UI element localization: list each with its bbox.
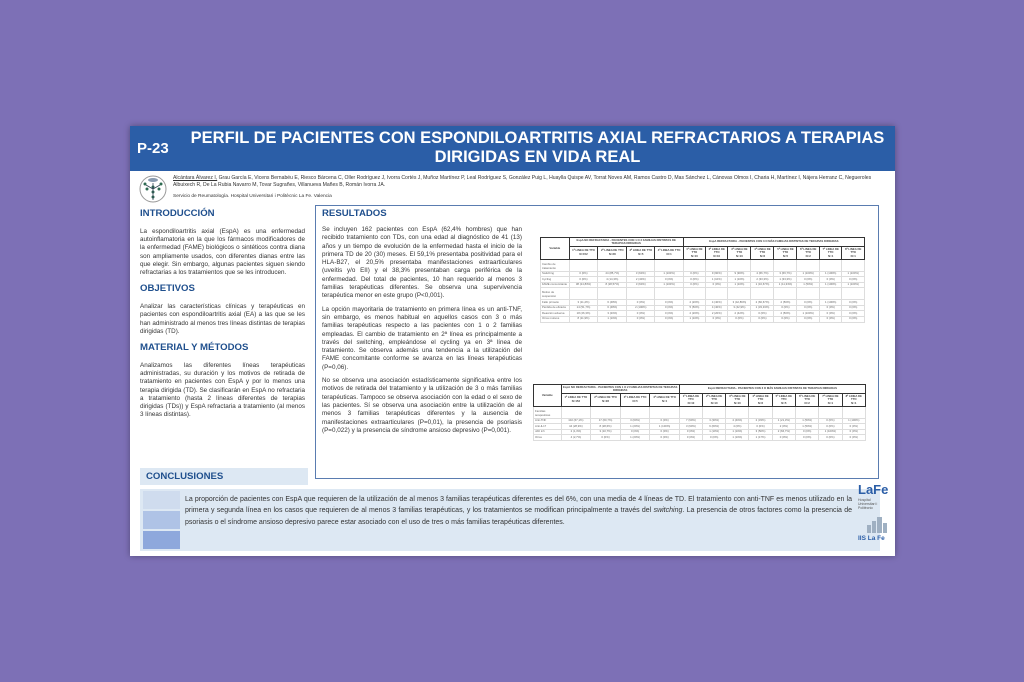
table-cell: 1 (100%) [819, 300, 842, 306]
table-cell: 1 (17%) [749, 435, 772, 441]
table-cell: 0 (0%) [706, 282, 728, 288]
table-cell [598, 259, 627, 271]
table-cell: 0 (0%) [655, 316, 683, 322]
col-header: 4ª LINEA DE TTO N=6 [751, 247, 774, 260]
table-cell: 0 (0%) [819, 305, 842, 311]
poster [130, 126, 895, 556]
table-cell: 24 (85,7%) [598, 271, 627, 277]
building-icon [866, 516, 888, 533]
intro-text: La espondiloartritis axial (EspA) es una enfermedad autoinflamatoria en la que los fármacos modificadores de la enfermedad (FAME) biológicos o sintéticos contra diana son ampliamente usados, con diferentes dianas entre las que elegir. Sin embargo, algunas pacientes siguen siendo refractarias a los tratamientos que se les introducen. [140, 228, 305, 277]
col-header: 3ª LINEA DE TTO N=5 [627, 247, 655, 260]
table-row [534, 435, 866, 441]
table-cell: 2 (20%) [706, 311, 728, 317]
table-cell: 4 (40%) [726, 418, 749, 424]
table-cell: 0 (0%) [842, 429, 865, 435]
col-header: 4ª LINEA DE TTO N=1 [650, 394, 680, 407]
table-cell: 0 (0%) [569, 277, 598, 283]
table-cell: 17 (60,7%) [591, 418, 621, 424]
row-label: Cycling [541, 277, 570, 283]
table-cell: 2 (100%) [627, 305, 655, 311]
table-cell [728, 259, 751, 271]
table-cell: 0 (0%) [650, 429, 680, 435]
lafe-logo-subtitle: Hospital Universitari i Politècnic [858, 498, 878, 511]
row-label: JAK inh [534, 429, 562, 435]
table-cell: 0 (0%) [749, 424, 772, 430]
table-cell: 0 (0%) [842, 316, 865, 322]
table-cell: 3 (60%) [627, 271, 655, 277]
table-cell: 0 (0%) [842, 305, 865, 311]
table-cell: 3 (20%) [598, 311, 627, 317]
col-header: 2ª LINEA DE TTO N=28 [598, 247, 627, 260]
table-cell: 0 (0%) [627, 316, 655, 322]
poster-title: PERFIL DE PACIENTES CON ESPONDILOARTRITIS AXIAL REFRACTARIOS A TERAPIAS DIRIGIDAS EN VIDA REAL [190, 129, 885, 166]
table-cell: 4 (66,7%) [751, 271, 774, 277]
table-cell: 44 (28,9%) [561, 424, 591, 430]
table-cell: 0 (0%) [797, 305, 820, 311]
group-header-non-refractory: EspA NO REFRACTARIA - PACIENTES CON 1 O 2 FAMILIAS DISTINTAS DE TERAPIAS DIRIGIDAS [569, 238, 683, 247]
table-cell [774, 288, 797, 300]
table-cell: 0 (0%) [679, 435, 702, 441]
table-cell: 1 (10%) [728, 277, 751, 283]
table-cell: 0 (0%) [751, 311, 774, 317]
table-cell: 2 (40%) [627, 277, 655, 283]
table-cell [796, 406, 819, 418]
row-label: Pérdida de eficacia [541, 305, 570, 311]
table-cell [561, 406, 591, 418]
table-cell: 0 (0%) [797, 316, 820, 322]
table-cell [726, 406, 749, 418]
first-author: Alcántara Álvarez I, [173, 175, 218, 181]
table-cell: 3 (90%) [679, 424, 702, 430]
table-cell: 3 (30%) [703, 418, 726, 424]
methods-text: Analizamos las diferentes líneas terapéuticas administradas, su duración y los motivos de retirada de tratamiento en pacientes con EspA y por lo menos una terapia dirigida (TD). Se clasificarán en EspA no refractaria a tratamiento (hasta 2 líneas diferentes de terapias dirigidas (TDs)) y EspA refractaria a tratamiento (al menos 3 líneas distintas). [140, 362, 305, 419]
table-cell: 3 (42,9%) [728, 305, 751, 311]
table-cell: 1 (11,33%) [774, 282, 797, 288]
row-label: Familias terapéuticas [534, 406, 562, 418]
table-cell: 0 (0%) [591, 435, 621, 441]
table-cell: 0 (0%) [842, 300, 865, 306]
row-label: Cambio de tratamiento [541, 259, 570, 271]
author-list: Grau García E, Vicens Bernabéu E, Riesco Bárcena C, Oller Rodríguez J, Ivorra Cortés J, Muñoz Martínez P, Leal Rodríguez S, González Puig L, Huaylla Quispe AV, Torrat Noves AM, Ramos Castro D, Mas Sánchez L, Cánovas Olmos I, Charia H, Martínez I, Nájera Herranz C, Negueroles Albuixech R, De La Rubia Navarro M, Tovar Sugrañes, Villanueva Mañes B, Román Ivorra JA. [173, 175, 872, 188]
col-header: 7ª LINEA DE TTO N=1 [819, 394, 842, 407]
society-logo-icon [138, 175, 168, 203]
table-cell: 0 (0%) [627, 300, 655, 306]
table-cell: 1 (100%) [797, 311, 820, 317]
table-cell: 7 (90%) [679, 418, 702, 424]
table-cell [842, 406, 865, 418]
col-header: 5ª LINEA DE TTO N=5 [774, 247, 797, 260]
table-cell: 4 (40%) [706, 305, 728, 311]
table-cell: 0 (0%) [842, 435, 865, 441]
table-cell: 0 (0%) [620, 429, 649, 435]
table-cell: 1 (10%) [706, 277, 728, 283]
table-cell: 0 (0%) [655, 311, 683, 317]
table-cell [749, 406, 772, 418]
methods-heading: MATERIAL Y MÉTODOS [140, 342, 249, 354]
col-header: 8ª LINEA DE TTO N=1 [842, 247, 865, 260]
decor-square [143, 491, 180, 509]
table-cell [772, 406, 795, 418]
table-cell [569, 259, 598, 271]
poster-header [130, 126, 895, 171]
table-cell [728, 288, 751, 300]
col-header: 6ª LINEA DE TTO N=2 [796, 394, 819, 407]
table-cell: 8 (28,6%) [591, 424, 621, 430]
table-cell [620, 406, 649, 418]
table-cell: 1 (50%) [796, 424, 819, 430]
col-header: 2ª LINEA DE TTO N=28 [591, 394, 621, 407]
table-cell: 1 (100%) [842, 418, 865, 424]
table-cell [706, 288, 728, 300]
table-cell: 1 (100%) [797, 271, 820, 277]
table-cell: 38 (24,83%) [569, 282, 598, 288]
table-cell: 4 (14,3%) [598, 277, 627, 283]
table-cell: 5 (50%) [683, 305, 705, 311]
authors [173, 175, 888, 188]
table-cell: 2 (20%) [683, 300, 705, 306]
conclusions-band [140, 489, 880, 551]
table-cell: 0 (0%) [796, 435, 819, 441]
results-paragraph: No se observa una asociación estadísticamente significativa entre los motivos de retirada del tratamiento y la utilización de 3 o más familias terapéuticas. Tampoco se observa asociación con la edad o el sexo de las pacientes. Sí se observa una asociación entre la utilización de al menos 3 familias terapéuticas diferentes y la ausencia de manifestaciones extraarticulares (P=0,01), la presencia de psoriasis (P=0,022) y la presencia de síndrome ansioso depresivo (P=0,001). [322, 377, 522, 434]
table-cell: 1 (100%) [819, 429, 842, 435]
table-cell: 102 (67,1%) [561, 418, 591, 424]
table-cell: 0 (0%) [683, 271, 705, 277]
table-cell [751, 288, 774, 300]
col-header: 4ª LINEA DE TTO N=6 [749, 394, 772, 407]
table-cell: 0 (0%) [772, 435, 795, 441]
table-cell: 8 (11,9%) [569, 316, 598, 322]
table-cell: 1 (20%) [620, 435, 649, 441]
table-cell [679, 406, 702, 418]
col-header: 4ª LINEA DE TTO N=1 [655, 247, 683, 260]
objectives-text: Analizar las características clínicas y terapéuticas en pacientes con espondiloartritis axial (EA) a las que se les han administrado al menos tres líneas distintas de terapias dirigidas (TD). [140, 303, 305, 335]
table-cell: 0 (0%) [655, 300, 683, 306]
table-row [541, 288, 865, 300]
table-cell: 3 (66,7%) [774, 271, 797, 277]
group-header-refractory: EspA REFRACTARIA - PACIENTES CON 3 O MÁS FAMILIAS DISTINTAS DE TERAPIAS DIRIGIDAS [683, 238, 864, 247]
lafe-logo: LaFe [858, 482, 889, 497]
table-cell: 0 (0%) [728, 316, 751, 322]
row-label: Fallo primario [541, 300, 570, 306]
results-paragraph: La opción mayoritaria de tratamiento en primera línea es un anti-TNF, sin embargo, es menos habitual en aquellos casos con 3 o más familias terapéuticas respecto a las pacientes con 1 o 2 familias empleadas. El cambio de tratamiento en 2ª línea es principalmente a través del switching, empleándose el cycling ya en 3ª línea de tratamiento. Se observa además una tendencia a la utilización del FAME concomitante conforme se avanza en las líneas terapéuticas (P=0,06). [322, 305, 522, 371]
col-header: 7ª LINEA DE TTO N=1 [819, 247, 842, 260]
col-header: 3ª LINEA DE TTO N=10 [726, 394, 749, 407]
table-cell [819, 406, 842, 418]
table-cell: 1 (100%) [819, 282, 842, 288]
row-label: Motivo de suspensión [541, 288, 570, 300]
row-label: Otros motivos [541, 316, 570, 322]
table-cell [569, 288, 598, 300]
table-cell: 0 (0%) [683, 277, 705, 283]
table-cell: 1 (10%) [726, 429, 749, 435]
table-cell: 2 (20%) [683, 311, 705, 317]
table-cell: 1 (100%) [655, 271, 683, 277]
table-cell: 0 (0%) [706, 316, 728, 322]
conclusions-heading: CONCLUSIONES [146, 471, 224, 482]
table-cell: 1 (100%) [842, 282, 865, 288]
table-cell: 3 (10,7%) [591, 429, 621, 435]
table-cell: 0 (0%) [751, 316, 774, 322]
row-label: FAME concomitante [541, 282, 570, 288]
results-paragraph: Se incluyen 162 pacientes con EspA (62,4% hombres) que han recibido tratamiento con TDs, con una edad al diagnóstico de 41 (13) años y un tiempo de evolución de la enfermedad hasta el inicio de la primera TD de 20 (30) meses. El 59,1% presentaba positividad para el HLA-B27, el 20,5% presentaba manifestaciones extraarticulares (uveítis y/o EII) y el 38,3% presentaban carga periférica de la enfermedad. Del total de pacientes, 10 han requerido al menos 3 familias terapéuticas diferentes. Se observa una supervivencia terapéutica menor en este grupo (P<0,001). [322, 226, 522, 300]
row-label: Anti-IL17 [534, 424, 562, 430]
poster-code: P-23 [137, 140, 169, 157]
table-cell: 1 (50%) [796, 418, 819, 424]
col-header: 3ª LINEA DE TTO N=10 [728, 247, 751, 260]
table-cell: 0 (0%) [650, 418, 680, 424]
group-header-refractory: EspA REFRACTARIA - PACIENTES CON 3 O MÁS FAMILIAS DISTINTAS DE TERAPIAS DIRIGIDAS [679, 385, 865, 394]
table-row [541, 259, 865, 271]
table-cell [591, 406, 621, 418]
table-cell: 4 (40%) [706, 300, 728, 306]
group-header-non-refractory: EspA NO REFRACTARIA - PACIENTES CON 1 O 2 FAMILIAS DISTINTAS DE TERAPIAS DIRIGIDAS [563, 384, 678, 393]
left-column [140, 206, 305, 425]
table-cell [819, 259, 842, 271]
table-cell [774, 259, 797, 271]
table-cell: 1 (50%) [797, 282, 820, 288]
table-cell [627, 288, 655, 300]
table-cell: 18 (26,3%) [569, 311, 598, 317]
table-cell [819, 288, 842, 300]
table-cell [703, 406, 726, 418]
table-cell: 0 (0%) [703, 435, 726, 441]
table-cell: 1 (100%) [842, 271, 865, 277]
table-cell: 3 (60%) [620, 418, 649, 424]
col-header: 6ª LINEA DE TTO N=2 [797, 247, 820, 260]
col-header-variable: Variable [534, 385, 562, 407]
table-cell: 2 (66,67%) [751, 300, 774, 306]
table-cell: 2 (66,7%) [772, 429, 795, 435]
table-cell: 0 (0%) [796, 429, 819, 435]
col-header: 2ª LINEA DE TTO N=10 [706, 247, 728, 260]
table-cell: 8 (28,57%) [598, 282, 627, 288]
table-cell [842, 259, 865, 271]
table-cell [797, 288, 820, 300]
table-cell: 0 (0%) [797, 277, 820, 283]
col-header: 8ª LINEA DE TTO N=1 [842, 394, 865, 407]
results-box [315, 205, 879, 479]
col-header: 2ª LINEA DE TTO N=10 [703, 394, 726, 407]
table-cell: 3 (42,86%) [728, 300, 751, 306]
table-treatment-changes [540, 237, 865, 323]
col-header: 1ª LINEA DE TTO N=10 [679, 394, 702, 407]
table-cell [650, 406, 680, 418]
conclusions-text: La proporción de pacientes con EspA que requieren de la utilización de al menos 3 familias terapéuticas diferentes es del 6%, con una media de 4 líneas de TD. El tratamiento con anti-TNF es menos utilizado en la primera y segunda línea en los casos que requieren de al menos 3 familias terapéuticas, y los tratamientos se modifican principalmente a través del switching. La presencia de otros factores como la presencia de psoriasis o el síndrome ansioso depresivo parece estar asociado con el uso de tres o más familias terapéuticas diferentes. [185, 496, 852, 526]
table-cell [797, 259, 820, 271]
decor-square [143, 531, 180, 549]
table-row [534, 406, 866, 418]
table-cell: 2 (50%) [774, 300, 797, 306]
objectives-heading: OBJETIVOS [140, 283, 195, 295]
table-cell: 0 (0%) [819, 277, 842, 283]
table-cell: 0 (0%) [819, 418, 842, 424]
table-cell: 1 (10%) [683, 316, 705, 322]
table-cell [655, 259, 683, 271]
table-cell [683, 259, 705, 271]
table-cell: 1 (10%) [728, 282, 751, 288]
table-cell: 0 (0%) [774, 316, 797, 322]
table-cell: 2 (42%) [728, 311, 751, 317]
table-cell: 4 (0%) [726, 424, 749, 430]
table-cell [598, 288, 627, 300]
service-affiliation: Servicio de Reumatología. Hospital Universitari i Politècnic La Fe. Valencia [173, 194, 332, 199]
table-cell: 0 (0%) [627, 311, 655, 317]
table-cell: 3 (60%) [627, 282, 655, 288]
table-cell: 0 (0%) [797, 300, 820, 306]
table-cell: 1 (10%) [703, 429, 726, 435]
table-cell: 0 (0%) [819, 424, 842, 430]
table-cell: 0 (0%) [650, 435, 680, 441]
table-cell: 2 (50%) [774, 311, 797, 317]
table-cell: 1 (20%) [620, 424, 649, 430]
table-cell: 2 (33%) [749, 418, 772, 424]
col-header: 5ª LINEA DE TTO N=5 [772, 394, 795, 407]
table-cell: 0 (0%) [569, 271, 598, 277]
table-cell [751, 259, 774, 271]
row-label: Reacción adversa [541, 311, 570, 317]
table-cell: 1 (33,3%) [774, 277, 797, 283]
table-cell [627, 259, 655, 271]
row-label: Switching [541, 271, 570, 277]
table-cell: 1 (100%) [650, 424, 680, 430]
table-cell: 0 (0%) [842, 424, 865, 430]
table-cell: 9 (90%) [706, 271, 728, 277]
table-cell: 0 (0%) [655, 305, 683, 311]
table-cell: 1 (100%) [819, 271, 842, 277]
col-header: 1ª LINEA DE TTO N=152 [561, 394, 591, 407]
table-cell: 0 (0%) [819, 311, 842, 317]
table-cell: 0 (0%) [683, 282, 705, 288]
table-cell: 2 (33,3%) [751, 277, 774, 283]
table-cell: 0 (0%) [819, 435, 842, 441]
decor-square [143, 511, 180, 529]
col-header-variable: Variable [541, 238, 570, 260]
table-cell [683, 288, 705, 300]
iis-lafe-logo: IIS La Fe [858, 535, 885, 542]
table-cell: 0 (0%) [842, 277, 865, 283]
col-header: 1ª LINEA DE TTO N=10 [683, 247, 705, 260]
col-header: 3ª LINEA DE TTO N=5 [620, 394, 649, 407]
table-cell: 1 (16,67%) [751, 282, 774, 288]
intro-heading: INTRODUCCIÓN [140, 208, 215, 219]
table-cell: 0 (0%) [842, 311, 865, 317]
table-cell: 14 (51,7%) [569, 305, 598, 311]
table-cell [842, 288, 865, 300]
table-cell: 4 (2,7%) [561, 435, 591, 441]
results-heading: RESULTADOS [322, 208, 387, 219]
table-cell: 0 (0%) [679, 429, 702, 435]
table-cell: 1 (100%) [655, 282, 683, 288]
table-cell: 1 (10%) [726, 435, 749, 441]
table-cell: 0 (0%) [655, 277, 683, 283]
table-cell [655, 288, 683, 300]
table-cell: 6 (48%) [598, 305, 627, 311]
table-cell: 0 (0%) [774, 305, 797, 311]
table-cell: 6 (60%) [703, 424, 726, 430]
table-cell: 1 (10%) [598, 316, 627, 322]
table-cell: 1 (21,3%) [772, 418, 795, 424]
table-cell: 9 (90%) [728, 271, 751, 277]
row-label: Otros [534, 435, 562, 441]
table-cell: 6 (48%) [598, 300, 627, 306]
table-cell: 3 (11,2%) [569, 300, 598, 306]
table-cell: 2 (0%) [772, 424, 795, 430]
conclusions-header [140, 468, 308, 485]
table-cell: 2 (1,3%) [561, 429, 591, 435]
table-row [541, 316, 865, 322]
table-cell: 1 (33,33%) [751, 305, 774, 311]
table-therapeutic-families [533, 384, 866, 441]
table-cell: 0 (0%) [819, 316, 842, 322]
row-label: Anti-TNF [534, 418, 562, 424]
table-cell: 3 (50%) [749, 429, 772, 435]
col-header: 1ª LINEA DE TTO N=152 [569, 247, 598, 260]
table-cell [706, 259, 728, 271]
